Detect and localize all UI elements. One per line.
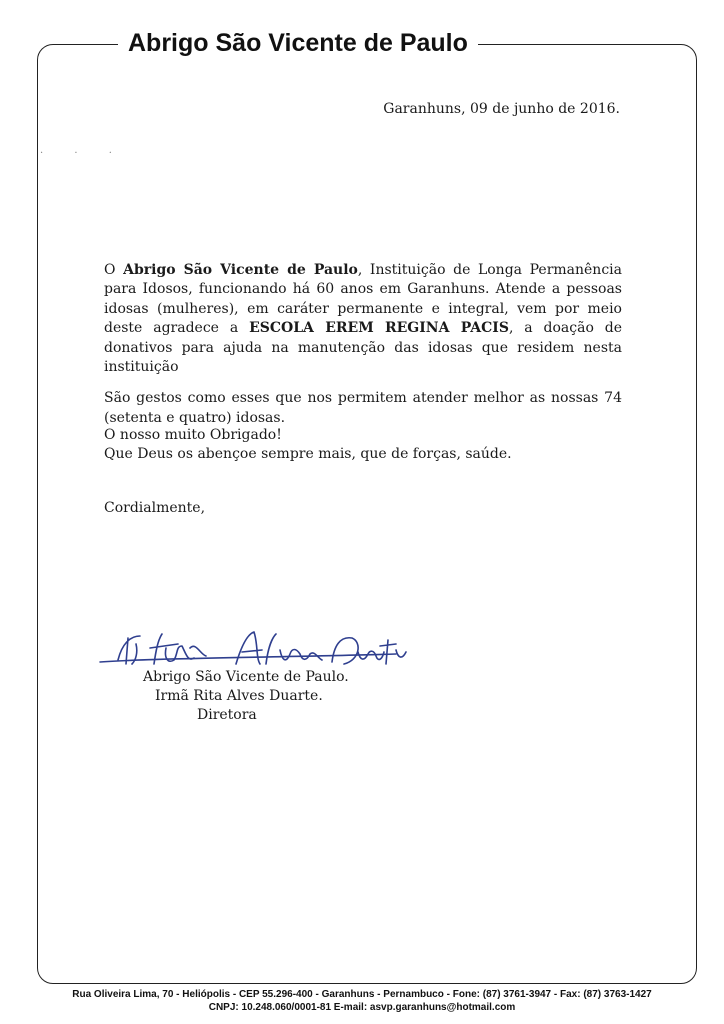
org-name-bold: Abrigo São Vicente de Paulo (123, 262, 358, 278)
paragraph-1-text-a: , Instituição de Longa Permanência para Idosos, funcionando há 60 anos em Garanhuns. Atende a pessoas idosas (mulheres), em caráter permanente e integral, vem por meio deste agradece a (104, 262, 622, 337)
thanks-line-1: O nosso muito Obrigado! (104, 427, 282, 443)
thanks-line-2: Que Deus os abençoe sempre mais, que de forças, saúde. (104, 446, 512, 463)
signer-org: Abrigo São Vicente de Paulo. (143, 669, 349, 685)
paragraph-2: São gestos como esses que nos permitem atender melhor as nossas 74 (setenta e quatro) idosas. (104, 390, 622, 426)
paragraph-1 (104, 261, 622, 377)
closing: Cordialmente, (104, 500, 206, 516)
letter-body (104, 261, 622, 428)
letter-date: Garanhuns, 09 de junho de 2016. (383, 101, 620, 117)
footer-contact: CNPJ: 10.248.060/0001-81 E-mail: asvp.garanhuns@hotmail.com (208, 1002, 516, 1013)
letterhead-title: Abrigo São Vicente de Paulo (118, 26, 478, 60)
paragraph-1-text-b: , a doação de donativos para ajuda na manutenção das idosas que residem nesta instituição (104, 320, 623, 376)
signer-name: Irmã Rita Alves Duarte. (155, 688, 323, 704)
school-name-bold: ESCOLA EREM REGINA PACIS (249, 320, 509, 337)
thanks-block (104, 426, 512, 465)
footer-address: Rua Oliveira Lima, 70 - Heliópolis - CEP 55.296-400 - Garanhuns - Pernambuco - Fone: (87) 3761-3947 - Fax: (87) 3763-1427 (72, 989, 652, 1000)
paragraph-1-intro: O (104, 262, 124, 278)
signer-role: Diretora (197, 707, 257, 723)
scan-specks: · · · (40, 148, 126, 159)
